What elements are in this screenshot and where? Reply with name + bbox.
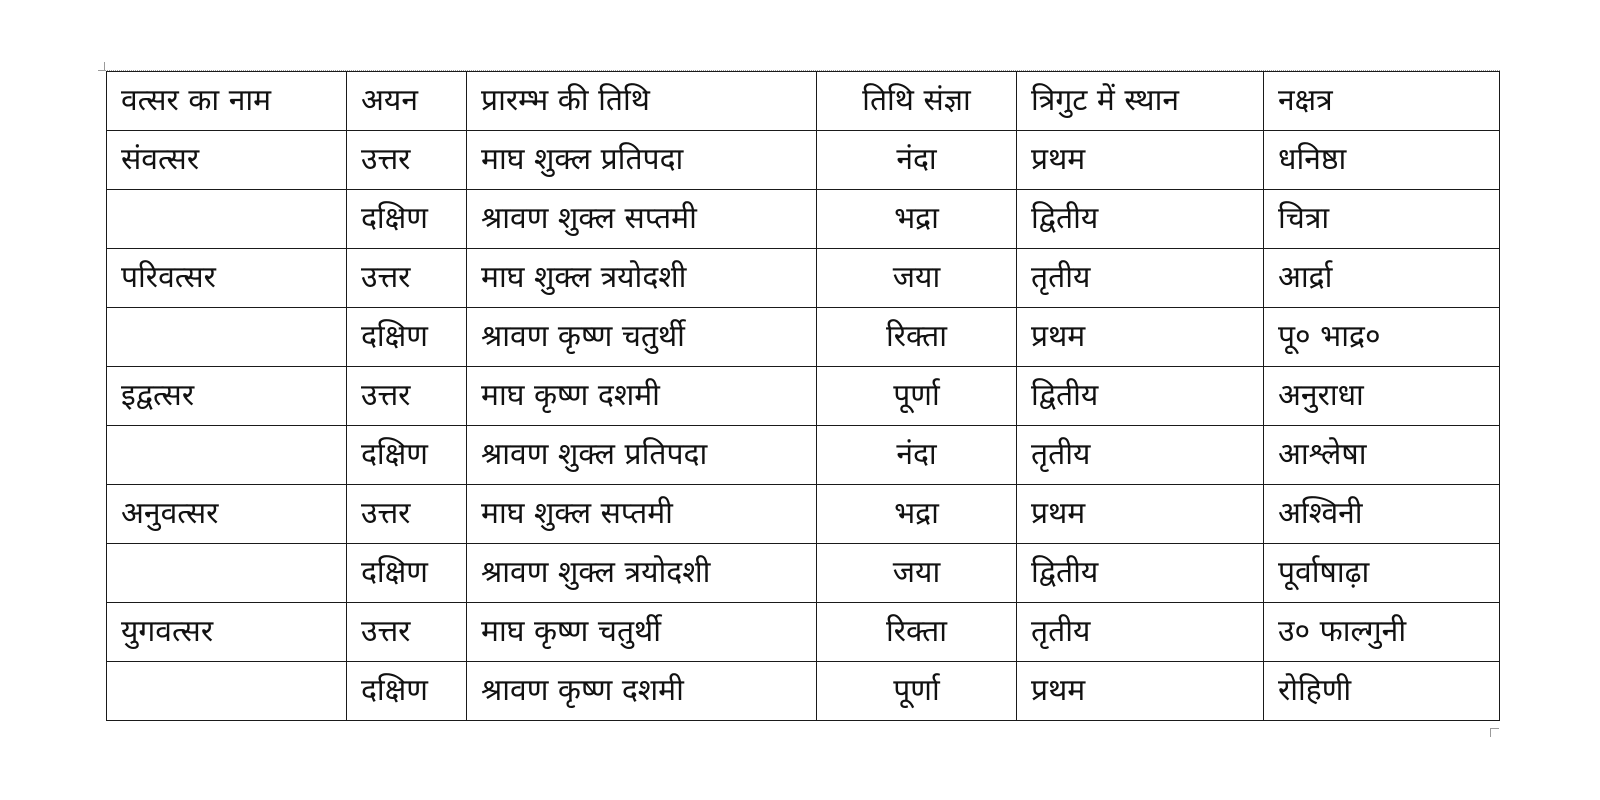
cell-nakshatra: पूर्वाषाढ़ा	[1264, 544, 1500, 603]
cell-vatsara-name	[107, 190, 347, 249]
text-boundary-corner-mark	[98, 62, 105, 71]
cell-tithi-name: पूर्णा	[817, 367, 1017, 426]
cell-trigut-position: प्रथम	[1017, 308, 1264, 367]
cell-ayan: उत्तर	[347, 603, 467, 662]
header-cell-nakshatra: नक्षत्र	[1264, 72, 1500, 131]
cell-ayan: उत्तर	[347, 367, 467, 426]
cell-ayan: उत्तर	[347, 485, 467, 544]
table-row	[107, 367, 1500, 426]
table-row	[107, 662, 1500, 721]
header-cell-ayan: अयन	[347, 72, 467, 131]
header-cell-vatsara-name: वत्सर का नाम	[107, 72, 347, 131]
cell-tithi-name: भद्रा	[817, 485, 1017, 544]
cell-tithi-name: रिक्ता	[817, 308, 1017, 367]
cell-vatsara-name: युगवत्सर	[107, 603, 347, 662]
table-end-corner-mark	[1490, 728, 1499, 737]
cell-start-date: माघ शुक्ल त्रयोदशी	[467, 249, 817, 308]
cell-nakshatra: आश्लेषा	[1264, 426, 1500, 485]
cell-ayan: दक्षिण	[347, 426, 467, 485]
cell-trigut-position: द्वितीय	[1017, 544, 1264, 603]
cell-vatsara-name: इद्वत्सर	[107, 367, 347, 426]
cell-ayan: उत्तर	[347, 131, 467, 190]
cell-start-date: माघ शुक्ल सप्तमी	[467, 485, 817, 544]
cell-tithi-name: रिक्ता	[817, 603, 1017, 662]
cell-nakshatra: चित्रा	[1264, 190, 1500, 249]
cell-start-date: श्रावण शुक्ल सप्तमी	[467, 190, 817, 249]
cell-nakshatra: अश्विनी	[1264, 485, 1500, 544]
cell-start-date: माघ शुक्ल प्रतिपदा	[467, 131, 817, 190]
header-cell-tithi-name: तिथि संज्ञा	[817, 72, 1017, 131]
header-cell-trigut-position: त्रिगुट में स्थान	[1017, 72, 1264, 131]
cell-trigut-position: प्रथम	[1017, 485, 1264, 544]
cell-ayan: दक्षिण	[347, 308, 467, 367]
cell-tithi-name: नंदा	[817, 131, 1017, 190]
vatsara-table	[106, 71, 1500, 721]
table-header-row	[107, 72, 1500, 131]
cell-ayan: दक्षिण	[347, 544, 467, 603]
table-row	[107, 485, 1500, 544]
table-row	[107, 249, 1500, 308]
cell-tithi-name: भद्रा	[817, 190, 1017, 249]
cell-trigut-position: तृतीय	[1017, 249, 1264, 308]
header-cell-start-date: प्रारम्भ की तिथि	[467, 72, 817, 131]
table-row	[107, 190, 1500, 249]
table-row	[107, 308, 1500, 367]
cell-trigut-position: द्वितीय	[1017, 367, 1264, 426]
cell-vatsara-name: परिवत्सर	[107, 249, 347, 308]
cell-trigut-position: तृतीय	[1017, 426, 1264, 485]
cell-start-date: श्रावण शुक्ल त्रयोदशी	[467, 544, 817, 603]
cell-vatsara-name	[107, 662, 347, 721]
cell-tithi-name: जया	[817, 249, 1017, 308]
cell-start-date: श्रावण कृष्ण दशमी	[467, 662, 817, 721]
cell-nakshatra: अनुराधा	[1264, 367, 1500, 426]
cell-vatsara-name	[107, 544, 347, 603]
cell-tithi-name: जया	[817, 544, 1017, 603]
cell-vatsara-name: संवत्सर	[107, 131, 347, 190]
table-row	[107, 603, 1500, 662]
cell-start-date: माघ कृष्ण दशमी	[467, 367, 817, 426]
cell-nakshatra: पू० भाद्र०	[1264, 308, 1500, 367]
cell-trigut-position: प्रथम	[1017, 662, 1264, 721]
cell-trigut-position: द्वितीय	[1017, 190, 1264, 249]
cell-vatsara-name	[107, 426, 347, 485]
cell-nakshatra: आर्द्रा	[1264, 249, 1500, 308]
cell-tithi-name: पूर्णा	[817, 662, 1017, 721]
cell-nakshatra: उ० फाल्गुनी	[1264, 603, 1500, 662]
cell-start-date: श्रावण कृष्ण चतुर्थी	[467, 308, 817, 367]
cell-ayan: दक्षिण	[347, 190, 467, 249]
cell-start-date: माघ कृष्ण चतुर्थी	[467, 603, 817, 662]
cell-start-date: श्रावण शुक्ल प्रतिपदा	[467, 426, 817, 485]
cell-vatsara-name	[107, 308, 347, 367]
table-row	[107, 426, 1500, 485]
cell-trigut-position: तृतीय	[1017, 603, 1264, 662]
cell-ayan: उत्तर	[347, 249, 467, 308]
cell-nakshatra: रोहिणी	[1264, 662, 1500, 721]
table-row	[107, 544, 1500, 603]
cell-ayan: दक्षिण	[347, 662, 467, 721]
cell-nakshatra: धनिष्ठा	[1264, 131, 1500, 190]
cell-trigut-position: प्रथम	[1017, 131, 1264, 190]
cell-vatsara-name: अनुवत्सर	[107, 485, 347, 544]
cell-tithi-name: नंदा	[817, 426, 1017, 485]
table-row	[107, 131, 1500, 190]
